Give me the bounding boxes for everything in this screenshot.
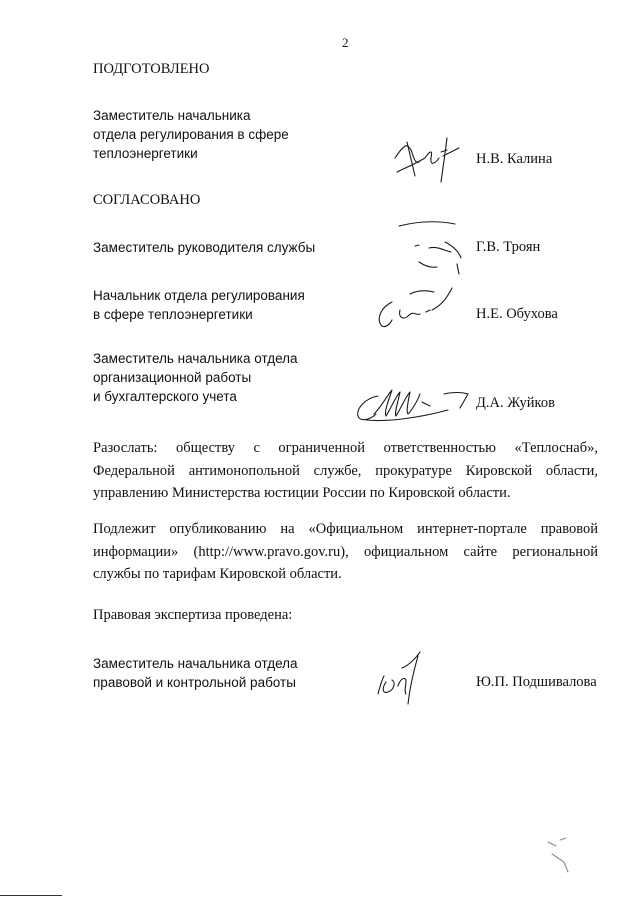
legal-review-position-line: Заместитель начальника отдела — [93, 656, 298, 671]
signature-troyan — [385, 212, 475, 282]
agreed-position-line: Начальник отдела регулирования — [93, 288, 305, 303]
signature-obukhova — [370, 276, 460, 336]
agreed-name: Г.В. Троян — [476, 239, 541, 255]
legal-review-position-line: правовой и контрольной работы — [93, 675, 296, 690]
page-number: 2 — [342, 35, 349, 50]
footer-line — [0, 895, 62, 896]
agreed-position-line: в сфере теплоэнергетики — [93, 307, 253, 322]
agreed-name: Д.А. Жуйков — [476, 395, 555, 411]
signature-podshivalova — [368, 646, 438, 716]
legal-review-heading: Правовая экспертиза проведена: — [93, 607, 293, 623]
legal-review-name: Ю.П. Подшивалова — [476, 674, 597, 690]
agreed-position-line: организационной работы — [93, 370, 252, 385]
prepared-heading: ПОДГОТОВЛЕНО — [93, 61, 210, 77]
corner-mark — [540, 832, 580, 882]
agreed-position-line: Заместитель руководителя службы — [93, 240, 316, 255]
prepared-position-line: отдела регулирования в сфере — [93, 127, 289, 142]
signature-zhuykov — [348, 380, 478, 430]
distribution-paragraph: Разослать: обществу с ограниченной ответственностью «Теплоснаб», Федеральной антимонопольной службе, прокуратуре Кировской области, управлению Министерства юстиции России по Кировской области. — [93, 440, 598, 501]
signature-kalina — [385, 128, 475, 188]
agreed-name: Н.Е. Обухова — [476, 306, 558, 322]
agreed-position-line: Заместитель начальника отдела — [93, 351, 298, 366]
prepared-name: Н.В. Калина — [476, 151, 553, 167]
prepared-position-line: Заместитель начальника — [93, 108, 251, 123]
prepared-position-line: теплоэнергетики — [93, 146, 198, 161]
agreed-heading: СОГЛАСОВАНО — [93, 192, 201, 208]
agreed-position-line: и бухгалтерского учета — [93, 389, 237, 404]
publication-paragraph: Подлежит опубликованию на «Официальном интернет-портале правовой информации» (http://www.pravo.gov.ru), официальном сайте региональной службы по тарифам Кировской области. — [93, 521, 598, 582]
